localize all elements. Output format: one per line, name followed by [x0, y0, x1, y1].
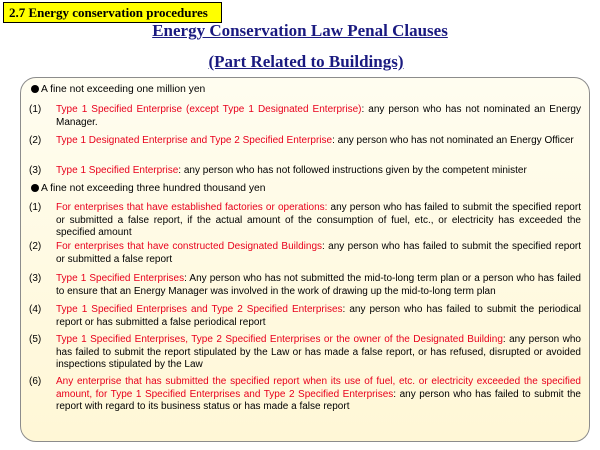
clause-text: : any person who has not followed instructions given by the competent minister — [178, 165, 527, 176]
clause-item — [29, 104, 581, 129]
clause-text: : any person who has not nominated an Energy Officer — [332, 135, 574, 146]
bullet-icon — [31, 184, 39, 192]
clause-text: : any person who has failed to submit the report stipulated by the Law or has made a false report, or has refused, disrupted or avoided inspections stipulated by the Law — [56, 334, 581, 370]
clause-number: (3) — [29, 165, 42, 176]
bullet-icon — [31, 85, 39, 93]
fine-heading-three-hundred-thousand — [31, 183, 265, 195]
clause-text: : any person who has not nominated an Energy Manager. — [56, 104, 581, 128]
clause-number: (6) — [29, 376, 42, 387]
clause-item — [29, 376, 581, 414]
clause-item — [29, 334, 581, 372]
clause-text: : any person who has failed to submit the periodical report or has submitted a false periodical report — [56, 304, 582, 328]
clause-item — [29, 273, 581, 298]
clause-number: (5) — [29, 334, 42, 345]
clause-subject: Type 1 Specified Enterprises — [56, 273, 185, 284]
clause-number: (2) — [29, 241, 42, 252]
clause-text: : Any person who has not submitted the mid-to-long term plan or a person who has failed to ensure that an Energy Manager was involved in the work of drawing up the mid-to-long term plan — [56, 273, 581, 297]
clause-item — [29, 304, 581, 329]
clause-number: (3) — [29, 273, 42, 284]
section-label: 2.7 Energy conservation procedures — [3, 2, 222, 23]
fine-heading-one-million — [31, 84, 205, 96]
clause-number: (2) — [29, 135, 42, 146]
clause-text: : any person who has failed to submit the report with regard to its business status or has made a false report — [56, 388, 581, 412]
clause-text: any person who has failed to submit the specified report or submitted a false report, if the actual amount of the consumption of fuel, etc., or electricity has exceeded the specified amount — [56, 202, 581, 238]
clause-text: : any person who has failed to submit the specified report or submitted a false report — [56, 241, 581, 265]
clause-number: (4) — [29, 304, 42, 315]
clause-subject: Any enterprise that has submitted the specified report when its use of fuel, etc. or electricity exceeded the specified amount, for Type 1 Specified Enterprises and Type 2 Specified Enterprises — [56, 376, 581, 400]
penal-clauses-panel — [20, 77, 590, 442]
clause-subject: For enterprises that have constructed Designated Buildings — [56, 241, 323, 252]
clause-subject: For enterprises that have established factories or operations: — [56, 202, 328, 213]
clause-subject: Type 1 Specified Enterprise (except Type 1 Designated Enterprise) — [56, 104, 362, 115]
clause-subject: Type 1 Designated Enterprise and Type 2 Specified Enterprise — [56, 135, 333, 146]
clause-subject: Type 1 Specified Enterprises and Type 2 Specified Enterprises — [56, 304, 343, 315]
fine-heading-text: A fine not exceeding one million yen — [41, 84, 206, 95]
clause-item — [29, 165, 581, 178]
page-title: Energy Conservation Law Penal Clauses — [152, 21, 448, 40]
clause-item — [29, 135, 581, 148]
clause-subject: Type 1 Specified Enterprise — [56, 165, 179, 176]
fine-heading-text: A fine not exceeding three hundred thousand yen — [41, 183, 266, 194]
clause-number: (1) — [29, 104, 42, 115]
clause-item — [29, 241, 581, 266]
clause-item — [29, 202, 581, 240]
page-subtitle: (Part Related to Buildings) — [208, 52, 404, 71]
clause-subject: Type 1 Specified Enterprises, Type 2 Specified Enterprises or the owner of the Designated Building — [56, 334, 503, 345]
clause-number: (1) — [29, 202, 42, 213]
